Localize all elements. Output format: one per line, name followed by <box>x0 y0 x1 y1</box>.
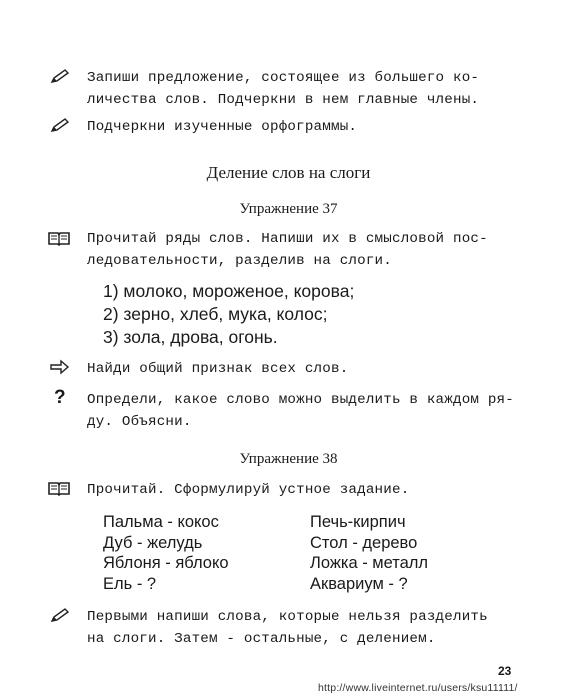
task-write-first-line-2: на слоги. Затем - остальные, с делением. <box>87 631 436 647</box>
word-row-3: 3) зола, дрова, огонь. <box>103 327 278 347</box>
exercise-38-instruction: Прочитай. Сформулируй устное задание. <box>87 482 410 498</box>
arrow-right-icon <box>50 359 70 375</box>
question-icon: ? <box>54 387 66 408</box>
task-write-first <box>87 606 515 650</box>
pencil-icon <box>50 607 70 623</box>
word-pair: Аквариум - ? <box>310 574 408 593</box>
exercise-38-title: Упражнение 38 <box>239 451 338 467</box>
word-pair: Дуб - желудь <box>103 533 203 552</box>
exercise-37-instruction-line-2: ледовательности, разделив на слоги. <box>87 253 392 269</box>
open-book-icon <box>48 230 70 246</box>
exercise-37-instruction-line-1: Прочитай ряды слов. Напиши их в смысловой пос- <box>87 231 488 247</box>
task-write-sentence <box>87 67 515 111</box>
word-row-2: 2) зерно, хлеб, мука, колос; <box>103 304 328 324</box>
task-question-line-2: ду. Объясни. <box>87 414 192 430</box>
section-title: Деление слов на слоги <box>206 163 371 182</box>
word-pairs-left <box>103 512 229 594</box>
task-write-sentence-line-1: Запиши предложение, состоящее из большего ко- <box>87 70 480 86</box>
word-pair: Пальма - кокос <box>103 513 219 531</box>
footer-url: http://www.liveinternet.ru/users/ksu11111/ <box>318 682 518 694</box>
task-question-line-1: Определи, какое слово можно выделить в каждом ря- <box>87 392 514 408</box>
word-pairs-right <box>310 512 428 594</box>
page-number: 23 <box>498 664 512 678</box>
task-underline-orthograms: Подчеркни изученные орфограммы. <box>87 119 358 135</box>
open-book-icon <box>48 480 70 496</box>
exercise-37-instruction <box>87 228 515 272</box>
word-pair: Печь-кирпич <box>310 513 406 531</box>
pencil-icon <box>50 117 70 133</box>
word-pair: Стол - дерево <box>310 533 418 552</box>
exercise-37-title: Упражнение 37 <box>239 201 338 217</box>
pencil-icon <box>50 68 70 84</box>
task-write-sentence-line-2: личества слов. Подчеркни в нем главные члены. <box>87 92 480 108</box>
word-pair: Ель - ? <box>103 574 157 593</box>
task-write-first-line-1: Первыми напиши слова, которые нельзя разделить <box>87 609 488 625</box>
word-pair: Ложка - металл <box>310 554 429 572</box>
task-find-common-feature: Найди общий признак всех слов. <box>87 361 349 377</box>
word-rows <box>103 280 354 349</box>
word-pair: Яблоня - яблоко <box>103 554 229 572</box>
task-question <box>87 389 515 433</box>
word-row-1: 1) молоко, мороженое, корова; <box>103 281 355 301</box>
